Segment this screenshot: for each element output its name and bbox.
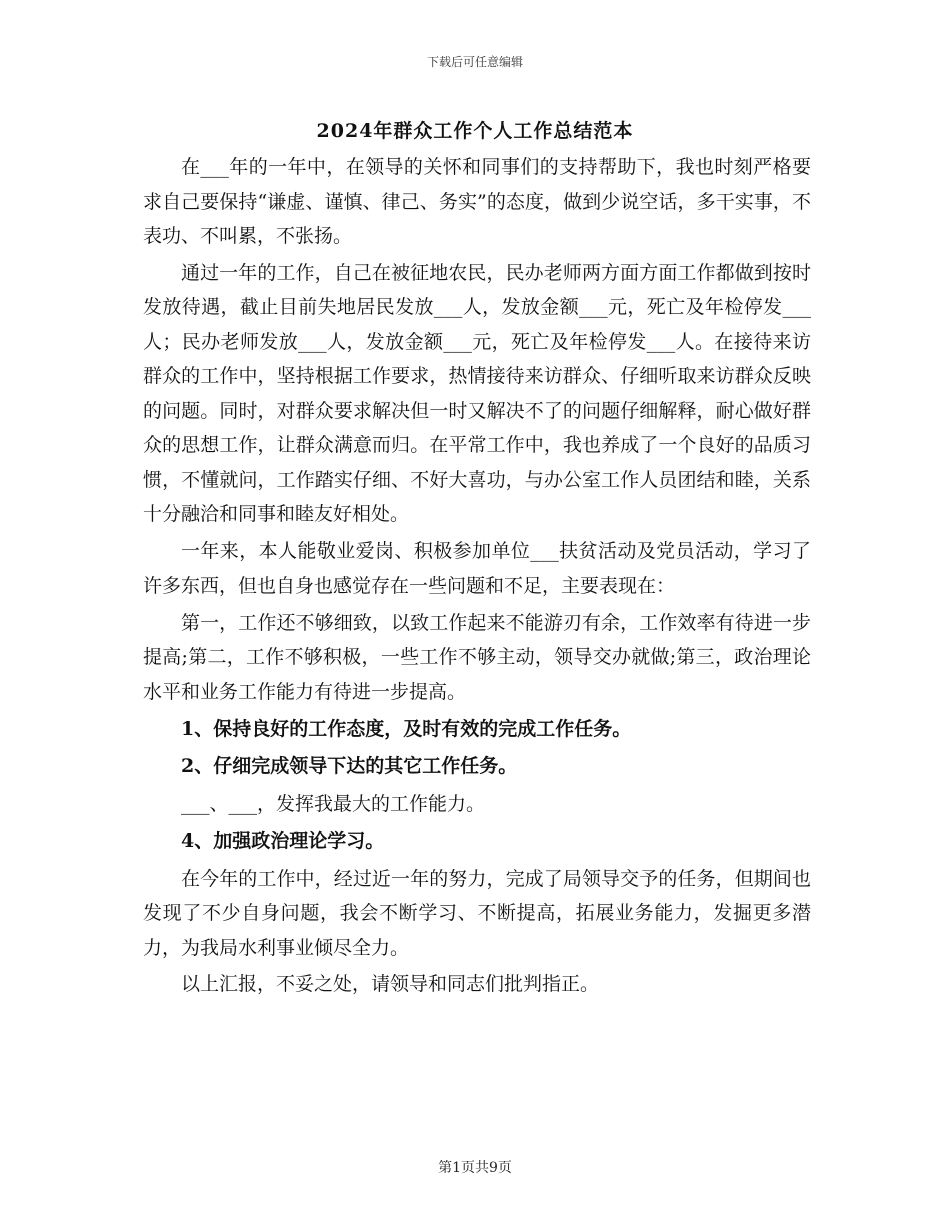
paragraph-closing: 以上汇报，不妥之处，请领导和同志们批判指正。	[181, 973, 600, 996]
plan-item-4: 4、加强政治理论学习。	[181, 830, 385, 853]
paragraph-problems-intro: 一年来，本人能敬业爱岗、积极参加单位___扶贫活动及党员活动，学习了许多东西，但也自身也感觉存在一些问题和不足，主要表现在：	[143, 540, 811, 597]
download-note: 下载后可任意编辑	[426, 55, 523, 69]
document-title: 2024年群众工作个人工作总结范本	[316, 120, 634, 142]
paragraph-work-summary: 通过一年的工作，自己在被征地农民，民办老师两方面方面工作都做到按时发放待遇，截止目前失地居民发放___人，发放金额___元，死亡及年检停发___人；民办老师发放___人，发放金额___元，死亡及年检停发___人。在接待来访群众的工作中，坚持根据工作要求，热情接待来访群众、仔细听取来访群众反映的问题。同时，对群众要求解决但一时又解决不了的问题仔细解释，耐心做好群众的思想工作，让群众满意而归。在平常工作中，我也养成了一个良好的品质习惯，不懂就问，工作踏实仔细、不好大喜功，与办公室工作人员团结和睦，关系十分融洽和同事和睦友好相处。	[143, 261, 811, 526]
plan-item-1: 1、保持良好的工作态度，及时有效的完成工作任务。	[181, 717, 632, 740]
paragraph-intro: 在___年的一年中，在领导的关怀和同事们的支持帮助下，我也时刻严格要求自己要保持“谦虚、谨慎、律己、务实”的态度，做到少说空话，多干实事，不表功、不叫累，不张扬。	[143, 156, 811, 247]
paragraph-conclusion: 在今年的工作中，经过近一年的努力，完成了局领导交予的任务，但期间也发现了不少自身问题，我会不断学习、不断提高，拓展业务能力，发掘更多潜力，为我局水利事业倾尽全力。	[143, 867, 811, 959]
page-number: 第1页共9页	[438, 1160, 512, 1176]
paragraph-problems-list: 第一，工作还不够细致，以致工作起来不能游刃有余，工作效率有待进一步提高;第二，工作不够积极，一些工作不够主动，领导交办就做;第三，政治理论水平和业务工作能力有待进一步提高。	[143, 611, 811, 703]
plan-item-3: ___、___，发挥我最大的工作能力。	[181, 792, 486, 815]
plan-item-2: 2、仔细完成领导下达的其它工作任务。	[181, 755, 518, 778]
document-body	[143, 150, 811, 1004]
